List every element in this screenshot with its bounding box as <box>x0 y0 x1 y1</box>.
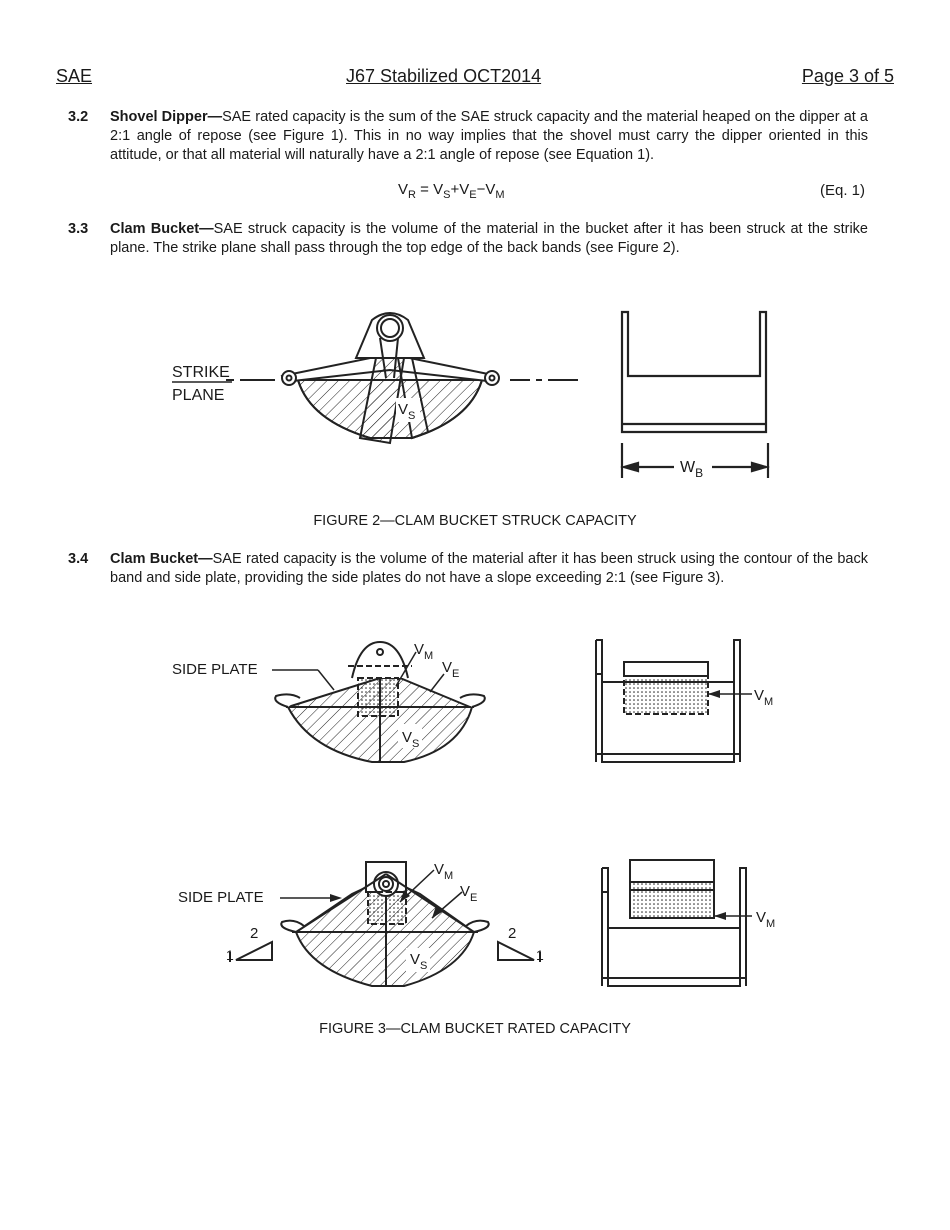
side-plate-label: SIDE PLATE <box>172 661 258 678</box>
clam-bucket-side-view <box>282 313 499 443</box>
vs-label: $V_S$ <box>398 401 416 422</box>
strike-label: STRIKE <box>172 364 230 381</box>
section-number: 3.2 <box>68 109 89 125</box>
clam-bucket-front-view <box>622 312 768 478</box>
vm-label: $V_M$ <box>434 861 454 882</box>
section-3-4 <box>68 550 868 588</box>
figure-3-drawing <box>0 630 950 1010</box>
header-doc-id: J67 Stabilized OCT2014 <box>346 66 542 86</box>
section-text: SAE struck capacity is the volume of the material in the bucket after it has been struck at the strike plane. The strike plane shall pass through the top edge of the back bands (see Figure 2). <box>110 221 868 256</box>
slope-rise-label: 1 <box>536 947 544 963</box>
figure-2-caption: FIGURE 2—CLAM BUCKET STRUCK CAPACITY <box>313 513 637 529</box>
ve-label: $V_E$ <box>442 659 460 680</box>
section-3-3 <box>68 220 868 258</box>
clam-bucket-front-top <box>596 640 740 762</box>
section-number: 3.4 <box>68 551 89 567</box>
section-title: Shovel Dipper— <box>110 109 223 125</box>
section-text: SAE rated capacity is the sum of the SAE struck capacity and the material heaped on the dipper at a 2:1 angle of repose (see Figure 1). This in no way implies that the shovel must carry the dipper oriented in this attitude, or that all material will naturally have a 2:1 angle of repose (see Equation 1). <box>110 109 868 163</box>
clam-bucket-front-bottom <box>602 860 746 986</box>
header-org: SAE <box>56 66 93 86</box>
slope-run-label: 2 <box>508 925 517 942</box>
equation: $V_R = V_S+V_E-V_M$ <box>398 181 505 201</box>
ve-label: $V_E$ <box>460 883 478 904</box>
section-number: 3.3 <box>68 221 89 237</box>
vs-label: $V_S$ <box>410 951 428 972</box>
section-title: Clam Bucket— <box>110 221 214 237</box>
header-page-number: Page 3 of 5 <box>801 66 894 86</box>
side-plate-label: SIDE PLATE <box>178 889 264 906</box>
clam-bucket-rated-bottom <box>230 862 540 986</box>
slope-run-label: 2 <box>250 925 259 942</box>
clam-bucket-rated-top <box>275 642 485 762</box>
vm-label: $V_M$ <box>756 909 776 930</box>
plane-label: PLANE <box>172 387 225 404</box>
vm-label: $V_M$ <box>754 687 774 708</box>
equation-label: (Eq. 1) <box>820 182 866 199</box>
wb-label: $W_B$ <box>680 459 704 480</box>
figure-2-drawing <box>0 300 950 490</box>
section-3-2 <box>68 108 868 165</box>
slope-rise-label: 1 <box>226 947 234 963</box>
section-title: Clam Bucket— <box>110 551 213 567</box>
vs-label: $V_S$ <box>402 729 420 750</box>
section-text: SAE rated capacity is the volume of the material after it has been struck using the contour of the back band and side plate, providing the side plates do not have a slope exceeding 2:1 (see Figure 3). <box>110 551 868 586</box>
vm-label: $V_M$ <box>414 641 434 662</box>
figure-3-caption: FIGURE 3—CLAM BUCKET RATED CAPACITY <box>319 1021 631 1037</box>
